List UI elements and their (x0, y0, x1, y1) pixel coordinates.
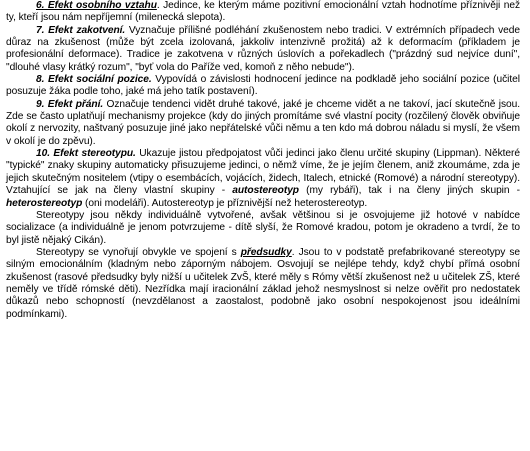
heading-effect-7: 7. Efekt zakotvení. (36, 24, 126, 36)
paragraph-text: (oni modeláři). Autostereotyp je příznivější než heterostereotyp. (82, 197, 368, 209)
paragraph-text: Vyznačuje přílišné podléhání zkušenostem nebo tradici. V extrémních případech vede důraz na zkušenost (může být zcela izolovaná, jakkoliv intenzivně prožitá) až k deformacím (příkladem je profesionální deformace). Tradice je zakotvena v různých úslovích a pořekadlech ("prázdný sud nejvíce duní", "dlouhé vlasy krátký rozum", "byť vola do Paříže ved, komoň z něho nebude"). (6, 24, 520, 73)
heading-effect-10: 10. Efekt stereotypu. (36, 148, 136, 160)
paragraph-effect-9 (6, 99, 520, 148)
paragraph-text: . Jedince, ke kterým máme pozitivní emocionální vztah hodnotíme příznivěji než ty, kteří jsou nám nepříjemní (milenecká slepota). (6, 0, 520, 24)
term-autostereotyp: autostereotyp (232, 185, 299, 197)
paragraph-prejudices (6, 247, 520, 321)
paragraph-effect-10 (6, 148, 520, 210)
term-heterostereotyp: heterostereotyp (6, 197, 83, 209)
paragraph-text: Označuje tendenci vidět druhé takové, jaké je chceme vidět a ne takoví, jací skutečně jsou. Zde se často uplatňují mechanismy projekce (kdy do jiných promítáme své vlastní pocity (rozčilený člověk obviňuje okolí z nervozity, naštvaný posuzuje jiné jako nepřátelské vůči němu a ten kdo má dobrou náladu si myslí, že všem v okolí je do zpěvu). (6, 98, 521, 147)
paragraph-text: Stereotypy se vynořují obvykle ve spojení s (36, 246, 241, 258)
paragraph-text: . Jsou to v podstatě prefabrikované stereotypy se silným emocionálním (kladným nebo záporným nábojem. Osvojují se nejlépe tehdy, když chybí přímá osobní zkušenost (rasové předsudky byly nižší u učitelek ZvŠ, které měly s Rómy větší zkušenost než u učitelek ZŠ, které neměly ve třídě rómské děti). Nezřídka mají iracionální základ jehož nesmyslnost si nelze ověřit pro nedostatek důkazů nebo schopností (nevzdělanost a zaostalost, podobně jako osobní nespokojenost jsou ideálními podmínkami). (6, 246, 520, 320)
paragraph-text: Stereotypy jsou někdy individuálně vytvořené, avšak většinou si je osvojujeme již hotové v nabídce socializace (a individuálně je jenom potvrzujeme - dítě slyší, že Romové kradou, potom je okradeno a tvrdí, že to byl jistě nějaký Cikán). (6, 209, 520, 246)
paragraph-effect-6 (6, 0, 520, 25)
paragraph-stereotypes-origin (6, 210, 520, 247)
paragraph-text: Ukazuje jistou předpojatost vůči jedinci jako členu určité skupiny (Lippman). Některé "typické" znaky skupiny automaticky přisuzujeme jedinci, o němž víme, že je jejím členem, aniž zkoumáme, zda je jejich skutečným nositelem (vtipy o esembácích, vojácích, židech, Italech, etnické (Romové) a národní stereotypy). Vztahující se jak na členy vlastní skupiny - (6, 148, 520, 197)
paragraph-effect-8 (6, 74, 520, 99)
paragraph-text: Vypovídá o závislosti hodnocení jedince na podkladě jeho sociální pozice (učitel posuzuje žáka podle toho, jaké má jeho tatík postavení). (6, 74, 521, 98)
heading-effect-8: 8. Efekt sociální pozice. (36, 74, 152, 86)
paragraph-text: (my rybáři), tak i na členy jiných skupin - (298, 185, 520, 197)
paragraph-effect-7 (6, 25, 520, 74)
term-predsudky: předsudky (240, 246, 292, 258)
heading-effect-9: 9. Efekt přání. (36, 98, 104, 110)
heading-effect-6: 6. Efekt osobního vztahu (36, 0, 157, 11)
